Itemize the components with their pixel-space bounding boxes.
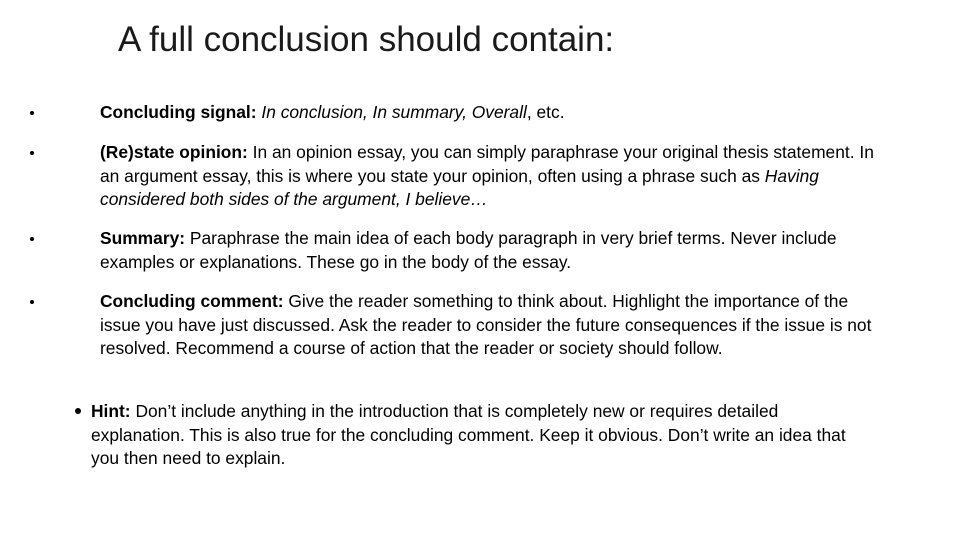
bullet-dot-icon [30, 111, 34, 115]
item-italic: In conclusion, In summary, Overall [261, 102, 527, 122]
list-item-concluding-signal [100, 101, 890, 125]
bullet-dot-icon [30, 300, 34, 304]
item-text: Give the reader something to think about. Highlight the importance of the issue you have just discussed. Ask the reader to consider the future consequences if the issue is not resolved. Recommend a course of action that the reader or society should follow. [100, 291, 872, 358]
item-label: Summary: [100, 228, 186, 248]
bullet-dot-icon [30, 151, 34, 155]
list-item-concluding-comment [100, 290, 890, 361]
list-item-restate-opinion [100, 141, 890, 212]
bullet-dot-icon [30, 237, 34, 241]
hint-label: Hint: [91, 401, 131, 421]
item-label: Concluding signal: [100, 102, 257, 122]
item-text: In an opinion essay, you can simply paraphrase your original thesis statement. In an argument essay, this is where you state your opinion, often using a phrase such as [100, 142, 874, 186]
page-title: A full conclusion should contain: [118, 20, 615, 59]
bullet-dot-icon [75, 408, 81, 414]
item-tail: , etc. [526, 102, 565, 122]
item-label: (Re)state opinion: [100, 142, 248, 162]
item-text: Paraphrase the main idea of each body paragraph in very brief terms. Never include examples or explanations. These go in the body of the essay. [100, 228, 837, 272]
item-label: Concluding comment: [100, 291, 284, 311]
hint-text: Don’t include anything in the introduction that is completely new or requires detailed explanation. This is also true for the concluding comment. Keep it obvious. Don’t write an idea that you then need to explain. [91, 401, 846, 468]
hint-paragraph [91, 400, 851, 471]
item-italic: Having considered both sides of the argument, I believe… [100, 165, 819, 209]
list-item-summary [100, 227, 890, 274]
